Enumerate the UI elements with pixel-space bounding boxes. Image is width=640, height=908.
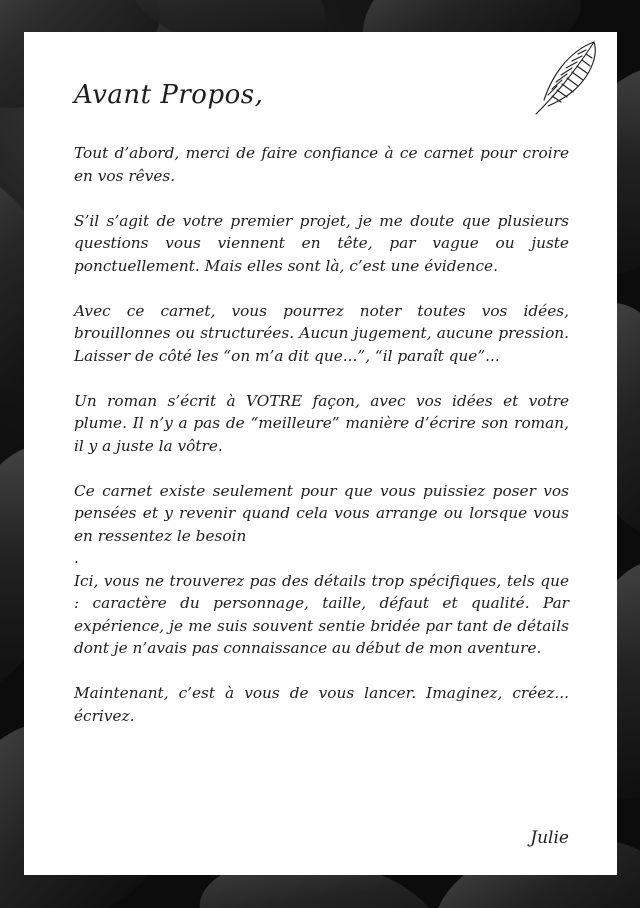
paragraph: S’il s’agit de votre premier projet, je me doute que plusieurs questions vous viennent en tête, par vague ou juste ponctuellement. Mais elles sont là, c’est une évidence. — [74, 211, 569, 275]
letter-page — [24, 32, 617, 875]
paragraph: Avec ce carnet, vous pourrez noter toutes vos idées, brouillonnes ou structurées. Aucun jugement, aucune pression. Laisser de côté les “on m’a dit que...”, “il paraît que”... — [74, 301, 569, 365]
signature: Julie — [530, 828, 569, 848]
paragraph: Ici, vous ne trouverez pas des détails trop spécifiques, tels que : caractère du personnage, taille, défaut et qualité. Par expérience, je me suis souvent sentie bridée par tant de détails dont je n’avais pas connaissance au début de mon aventure. — [74, 571, 569, 657]
feather-icon — [532, 36, 602, 118]
paragraph: Ce carnet existe seulement pour que vous puissiez poser vos pensées et y revenir quand cela vous arrange ou lorsque vous en ressentez le besoin — [74, 481, 569, 545]
letter-body — [74, 142, 569, 750]
paragraph: Tout d’abord, merci de faire confiance à ce carnet pour croire en vos rêves. — [74, 144, 569, 185]
stray-dot: . — [74, 549, 79, 567]
page-title: Avant Propos, — [74, 80, 264, 110]
paragraph: Maintenant, c’est à vous de vous lancer. Imaginez, créez... écrivez. — [74, 684, 569, 725]
paragraph: Un roman s’écrit à VOTRE façon, avec vos idées et votre plume. Il n’y a pas de “meilleure” manière d’écrire son roman, il y a juste la vôtre. — [74, 391, 569, 455]
